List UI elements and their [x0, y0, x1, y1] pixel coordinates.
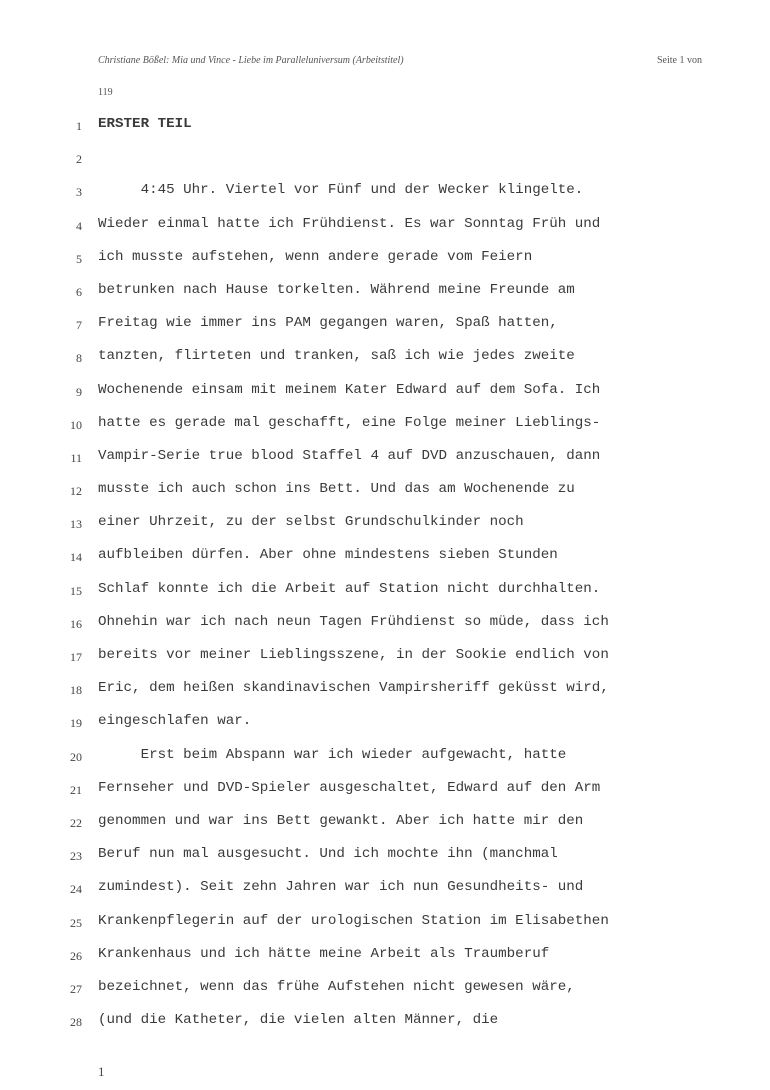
- running-title: Christiane Bößel: Mia und Vince - Liebe im Paralleluniversum (Arbeitstitel): [98, 55, 404, 66]
- text-line: [0, 940, 770, 973]
- line-number: 9: [76, 384, 82, 399]
- line-number: 18: [70, 683, 82, 698]
- text-line: [0, 243, 770, 276]
- text-line: [0, 707, 770, 740]
- text-line: [0, 376, 770, 409]
- line-number: 12: [70, 484, 82, 499]
- text-line: [0, 508, 770, 541]
- line-text: hatte es gerade mal geschafft, eine Folge meiner Lieblings-: [98, 414, 601, 431]
- line-text: bereits vor meiner Lieblingsszene, in der Sookie endlich von: [98, 647, 609, 663]
- line-number: 25: [70, 915, 82, 930]
- line-text: bezeichnet, wenn das frühe Aufstehen nicht gewesen wäre,: [98, 978, 575, 995]
- line-number: 7: [76, 318, 82, 333]
- line-text: Krankenhaus und ich hätte meine Arbeit als Traumberuf: [98, 945, 550, 962]
- line-number: 24: [70, 882, 82, 897]
- page-count-label: Seite 1 von: [657, 55, 702, 66]
- text-line: [0, 342, 770, 375]
- line-number: 2: [76, 152, 82, 167]
- text-line: [0, 541, 770, 574]
- line-number: 23: [70, 849, 82, 864]
- line-number: 8: [76, 351, 82, 366]
- text-line: [0, 409, 770, 442]
- page-total: 119: [98, 87, 113, 98]
- line-number: 15: [70, 583, 82, 598]
- line-text: Freitag wie immer ins PAM gegangen waren, Spaß hatten,: [98, 315, 558, 332]
- text-line: [0, 110, 770, 143]
- line-number: 27: [70, 981, 82, 996]
- line-text: Wochenende einsam mit meinem Kater Edward auf dem Sofa. Ich: [98, 381, 601, 398]
- line-number: 21: [70, 782, 82, 797]
- text-line: [0, 840, 770, 873]
- line-text: einer Uhrzeit, zu der selbst Grundschulkinder noch: [98, 514, 524, 531]
- text-line: [0, 1006, 770, 1039]
- text-line: [0, 276, 770, 309]
- text-line: [0, 873, 770, 906]
- text-line: [0, 907, 770, 940]
- text-line: [0, 973, 770, 1006]
- running-header: [98, 54, 708, 98]
- line-text: Eric, dem heißen skandinavischen Vampirsheriff geküsst wird,: [98, 680, 609, 697]
- chapter-heading: ERSTER TEIL: [98, 116, 192, 132]
- line-text: Schlaf konnte ich die Arbeit auf Station nicht durchhalten.: [98, 580, 601, 597]
- line-number: 1: [76, 119, 82, 133]
- line-text: eingeschlafen war.: [98, 713, 252, 730]
- text-line: [0, 143, 770, 176]
- text-line: [0, 210, 770, 243]
- numbered-lines: [0, 110, 770, 1039]
- text-line: [0, 475, 770, 508]
- line-number: 28: [70, 1015, 82, 1030]
- line-text: Ohnehin war ich nach neun Tagen Frühdienst so müde, dass ich: [98, 613, 609, 630]
- line-number: 14: [70, 550, 82, 565]
- line-number: 6: [76, 284, 82, 299]
- line-number: 17: [70, 650, 82, 664]
- text-line: [0, 575, 770, 608]
- line-text: Erst beim Abspann war ich wieder aufgewacht, hatte: [98, 746, 567, 763]
- line-text: zumindest). Seit zehn Jahren war ich nun Gesundheits- und: [98, 879, 584, 896]
- line-number: 16: [70, 616, 82, 631]
- line-text: tanzten, flirteten und tranken, saß ich wie jedes zweite: [98, 348, 575, 365]
- line-number: 4: [76, 218, 82, 233]
- text-line: [0, 741, 770, 774]
- line-number: 22: [70, 815, 82, 830]
- line-text: Vampir-Serie true blood Staffel 4 auf DVD anzuschauen, dann: [98, 447, 601, 464]
- text-line: [0, 674, 770, 707]
- line-text: Krankenpflegerin auf der urologischen Station im Elisabethen: [98, 912, 609, 929]
- line-number: 11: [70, 450, 82, 465]
- line-text: (und die Katheter, die vielen alten Männer, die: [98, 1012, 499, 1029]
- text-line: [0, 309, 770, 342]
- line-text: 4:45 Uhr. Viertel vor Fünf und der Wecker klingelte.: [98, 182, 584, 199]
- text-line: [0, 608, 770, 641]
- line-text: Wieder einmal hatte ich Frühdienst. Es war Sonntag Früh und: [98, 215, 601, 232]
- text-line: [0, 807, 770, 840]
- text-line: [0, 442, 770, 475]
- line-text: aufbleiben dürfen. Aber ohne mindestens sieben Stunden: [98, 547, 558, 564]
- text-line: [0, 774, 770, 807]
- line-text: musste ich auch schon ins Bett. Und das am Wochenende zu: [98, 481, 575, 498]
- line-number: 20: [70, 749, 82, 764]
- line-number: 5: [76, 251, 82, 266]
- line-number: 19: [70, 716, 82, 731]
- line-text: genommen und war ins Bett gewankt. Aber ich hatte mir den: [98, 812, 584, 829]
- line-number: 13: [70, 517, 82, 532]
- line-number: 3: [76, 185, 82, 200]
- line-number: 10: [70, 417, 82, 432]
- line-text: Beruf nun mal ausgesucht. Und ich mochte ihn (manchmal: [98, 846, 558, 863]
- line-text: betrunken nach Hause torkelten. Während meine Freunde am: [98, 281, 575, 298]
- text-line: [0, 176, 770, 209]
- line-text: Fernseher und DVD-Spieler ausgeschaltet, Edward auf den Arm: [98, 779, 601, 796]
- line-text: ich musste aufstehen, wenn andere gerade vom Feiern: [98, 248, 533, 265]
- line-number: 26: [70, 948, 82, 963]
- text-line: [0, 641, 770, 674]
- page-number-footer: 1: [98, 1064, 105, 1079]
